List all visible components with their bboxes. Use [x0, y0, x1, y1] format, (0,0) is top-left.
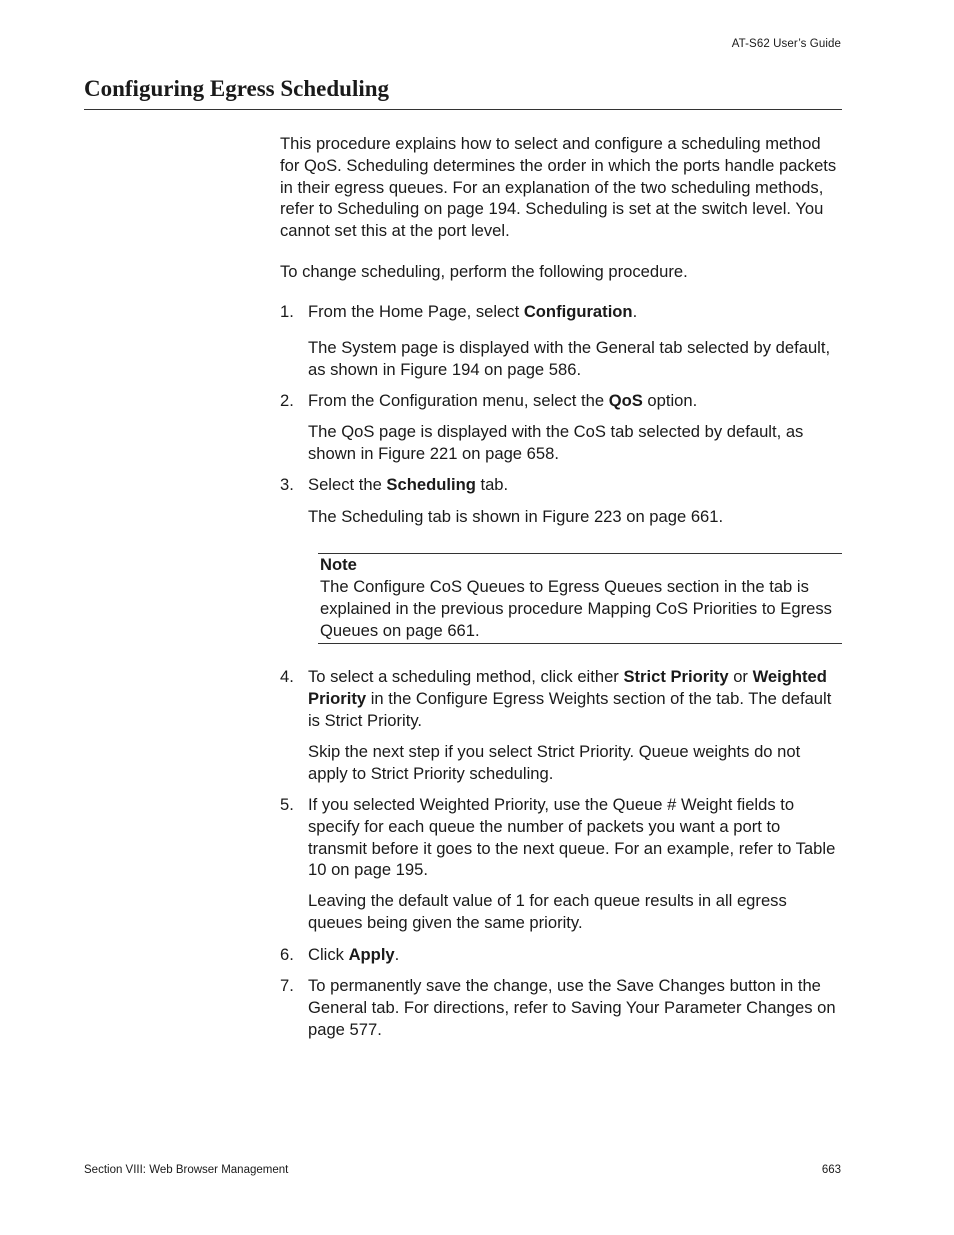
note-title: Note — [320, 555, 357, 574]
step-text: From the Home Page, select Configuration. — [308, 302, 638, 321]
step-detail: The Scheduling tab is shown in Figure 223 on page 661. — [308, 507, 724, 526]
step-text: To select a scheduling method, click either Strict Priority or Weighted Priority in the Configure Egress Weights section of the tab. The default is Strict Priority. — [308, 667, 832, 730]
section-title: Configuring Egress Scheduling — [84, 76, 390, 101]
step-number: 2. — [280, 391, 294, 410]
step-text: To permanently save the change, use the Save Changes button in the General tab. For directions, refer to Saving Your Parameter Changes on page 577. — [308, 976, 836, 1039]
ui-term: Scheduling — [386, 475, 476, 494]
ui-term: Configuration — [523, 302, 633, 321]
step-number: 5. — [280, 795, 294, 814]
intro-lead-in: To change scheduling, perform the following procedure. — [280, 262, 688, 281]
title-rule — [84, 109, 842, 110]
intro-paragraph: This procedure explains how to select and configure a scheduling method for QoS. Scheduling determines the order in which the ports handle packets in their egress queues. For an explanation of the two scheduling methods, refer to Scheduling on page 194. Scheduling is set at the switch level. You cannot set this at the port level. — [280, 134, 837, 241]
step-text: If you selected Weighted Priority, use the Queue # Weight fields to specify for each queue the number of packets you want a port to transmit before it goes to the next queue. For an example, refer to Table 10 on page 195. — [308, 795, 836, 880]
running-header: AT-S62 User’s Guide — [731, 38, 841, 50]
step-detail: The System page is displayed with the General tab selected by default, as shown in Figure 194 on page 586. — [308, 338, 831, 379]
step-detail: Leaving the default value of 1 for each queue results in all egress queues being given the same priority. — [308, 891, 787, 932]
note-box — [318, 553, 842, 644]
step-number: 3. — [280, 475, 294, 494]
ui-term: Strict Priority — [623, 667, 729, 686]
step-number: 6. — [280, 945, 294, 964]
step-number: 1. — [280, 302, 294, 321]
step-number: 7. — [280, 976, 294, 995]
page-number: 663 — [821, 1164, 841, 1176]
note-body: The Configure CoS Queues to Egress Queues section in the tab is explained in the previous procedure Mapping CoS Priorities to Egress Queues on page 661. — [320, 577, 832, 640]
step-number: 4. — [280, 667, 294, 686]
ui-term: Weighted Priority — [308, 667, 827, 708]
step-text: Select the Scheduling tab. — [308, 475, 509, 494]
step-detail: Skip the next step if you select Strict Priority. Queue weights do not apply to Strict Priority scheduling. — [308, 742, 801, 783]
ui-term: Apply — [348, 945, 395, 964]
step-text: From the Configuration menu, select the QoS option. — [308, 391, 698, 410]
footer-section: Section VIII: Web Browser Management — [84, 1164, 289, 1176]
ui-term: QoS — [608, 391, 643, 410]
step-text: Click Apply. — [308, 945, 400, 964]
step-detail: The QoS page is displayed with the CoS tab selected by default, as shown in Figure 221 on page 658. — [308, 422, 804, 463]
